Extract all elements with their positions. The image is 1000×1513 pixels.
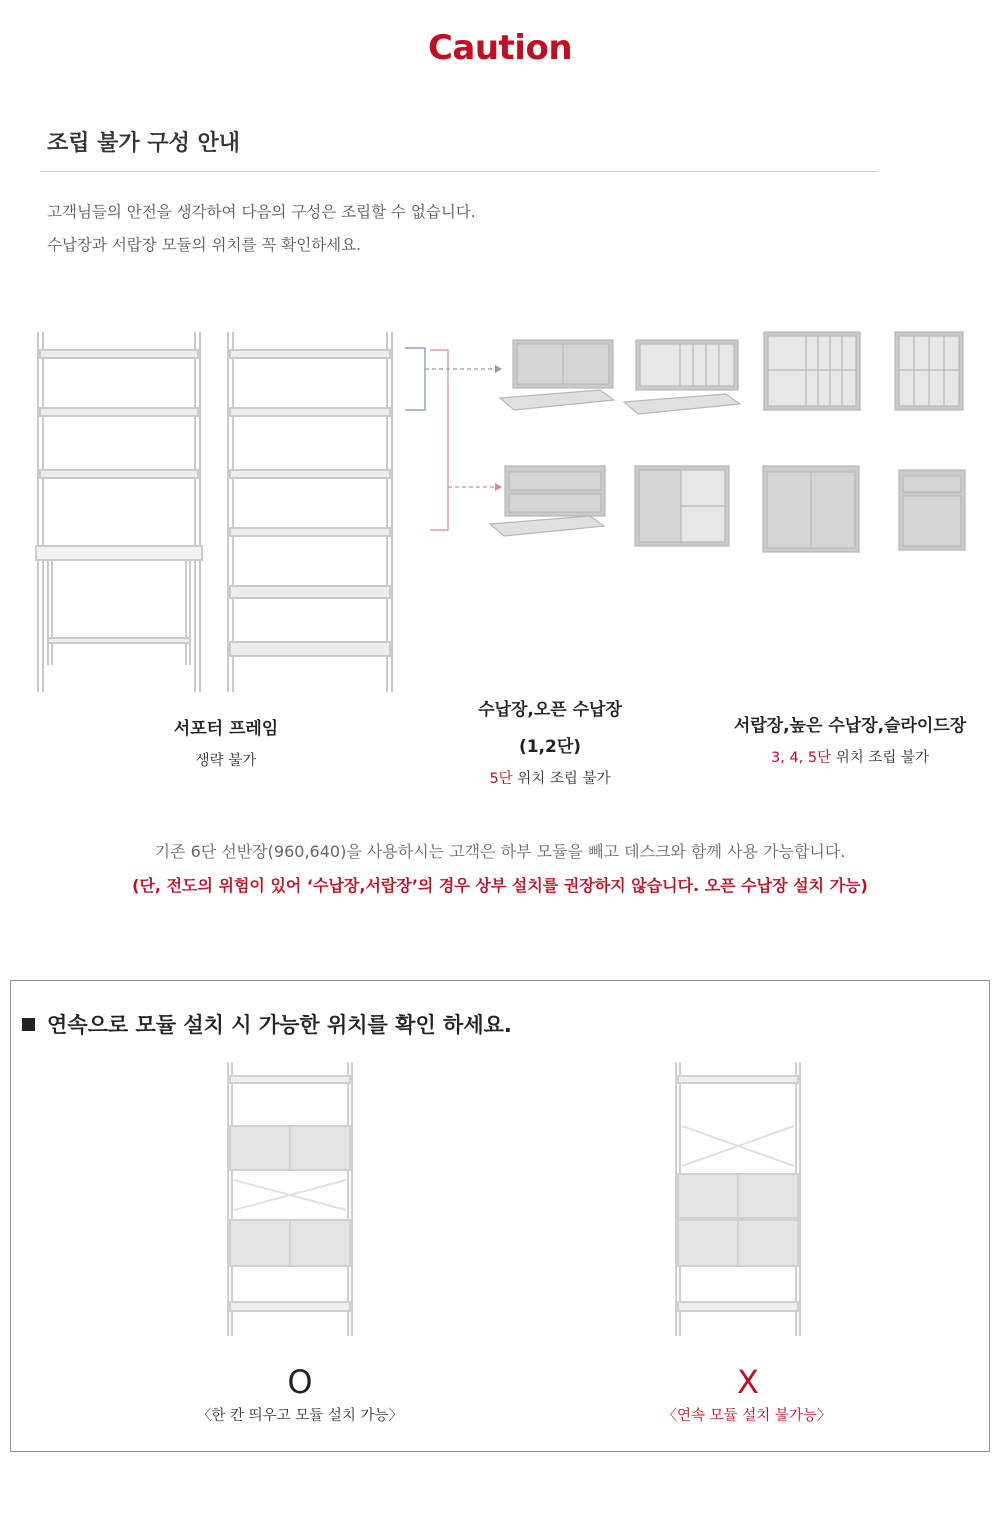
section-title: 조립 불가 구성 안내: [47, 131, 240, 156]
slide-cabinet-illustration: [635, 466, 729, 546]
narrow-tall-open-storage-illustration: [895, 332, 963, 410]
caution-title: Caution: [427, 28, 573, 68]
storage-title-2: (1,2단): [518, 737, 582, 757]
storage-sub-rest: 위치 조립 불가: [512, 771, 611, 787]
consecutive-install-title-text: 연속으로 모듈 설치 시 가능한 위치를 확인 하세요.: [47, 1013, 512, 1037]
supporter-frame-illustration: [36, 332, 202, 692]
consecutive-install-box: [10, 980, 990, 1452]
divider: [40, 171, 878, 172]
supporter-frame-title: 서포터 프레임: [173, 719, 279, 739]
consecutive-install-title: [22, 1009, 512, 1039]
ok-shelf-illustration: [222, 1062, 362, 1338]
supporter-frame-sub: 생략 불가: [195, 753, 257, 769]
drawer-sub-rest: 위치 조립 불가: [831, 750, 929, 766]
note-line-2: (단, 전도의 위험이 있어 ‘수납장,서랍장’의 경우 상부 설치를 권장하지 않습니다. 오픈 수납장 설치 가능): [132, 876, 868, 895]
supporter-frame-caption: [126, 714, 326, 770]
drawer-caption: [710, 711, 990, 767]
storage-sub: [410, 767, 690, 788]
ok-mark: O: [287, 1363, 313, 1401]
drawer-sub-red: 3, 4, 5단: [771, 750, 832, 766]
narrow-drawer-cabinet-illustration: [899, 470, 965, 550]
storage-caption: [410, 695, 690, 788]
position-brackets: [405, 348, 502, 530]
storage-sub-red: 5단: [489, 771, 513, 787]
storage-title: 수납장,오픈 수납장: [478, 700, 622, 720]
module-illustrations: [0, 320, 1000, 700]
ok-caption: 〈한 칸 띄우고 모듈 설치 가능〉: [196, 1408, 404, 1424]
six-tier-frame-illustration: [228, 332, 392, 692]
ng-shelf-illustration: [670, 1062, 810, 1338]
drawer-title: 서랍장,높은 수납장,슬라이드장: [733, 716, 967, 736]
square-bullet-icon: [22, 1018, 35, 1031]
intro-line-2: 수납장과 서랍장 모듈의 위치를 꼭 확인하세요.: [47, 236, 362, 254]
ng-mark: X: [737, 1363, 759, 1401]
drawer-cabinet-illustration: [490, 466, 605, 536]
drawer-sub: [710, 746, 990, 767]
tall-cabinet-illustration: [763, 466, 859, 552]
ng-caption: 〈연속 모듈 설치 불가능〉: [662, 1408, 832, 1424]
tall-open-storage-illustration: [764, 332, 860, 410]
note-line-1: 기존 6단 선반장(960,640)을 사용하시는 고객은 하부 모듈을 빼고 데스크와 함께 사용 가능합니다.: [154, 842, 846, 861]
intro-line-1: 고객님들의 안전을 생각하여 다음의 구성은 조립할 수 없습니다.: [47, 203, 476, 221]
open-storage-illustration: [624, 340, 740, 414]
storage-cabinet-illustration: [500, 340, 614, 410]
